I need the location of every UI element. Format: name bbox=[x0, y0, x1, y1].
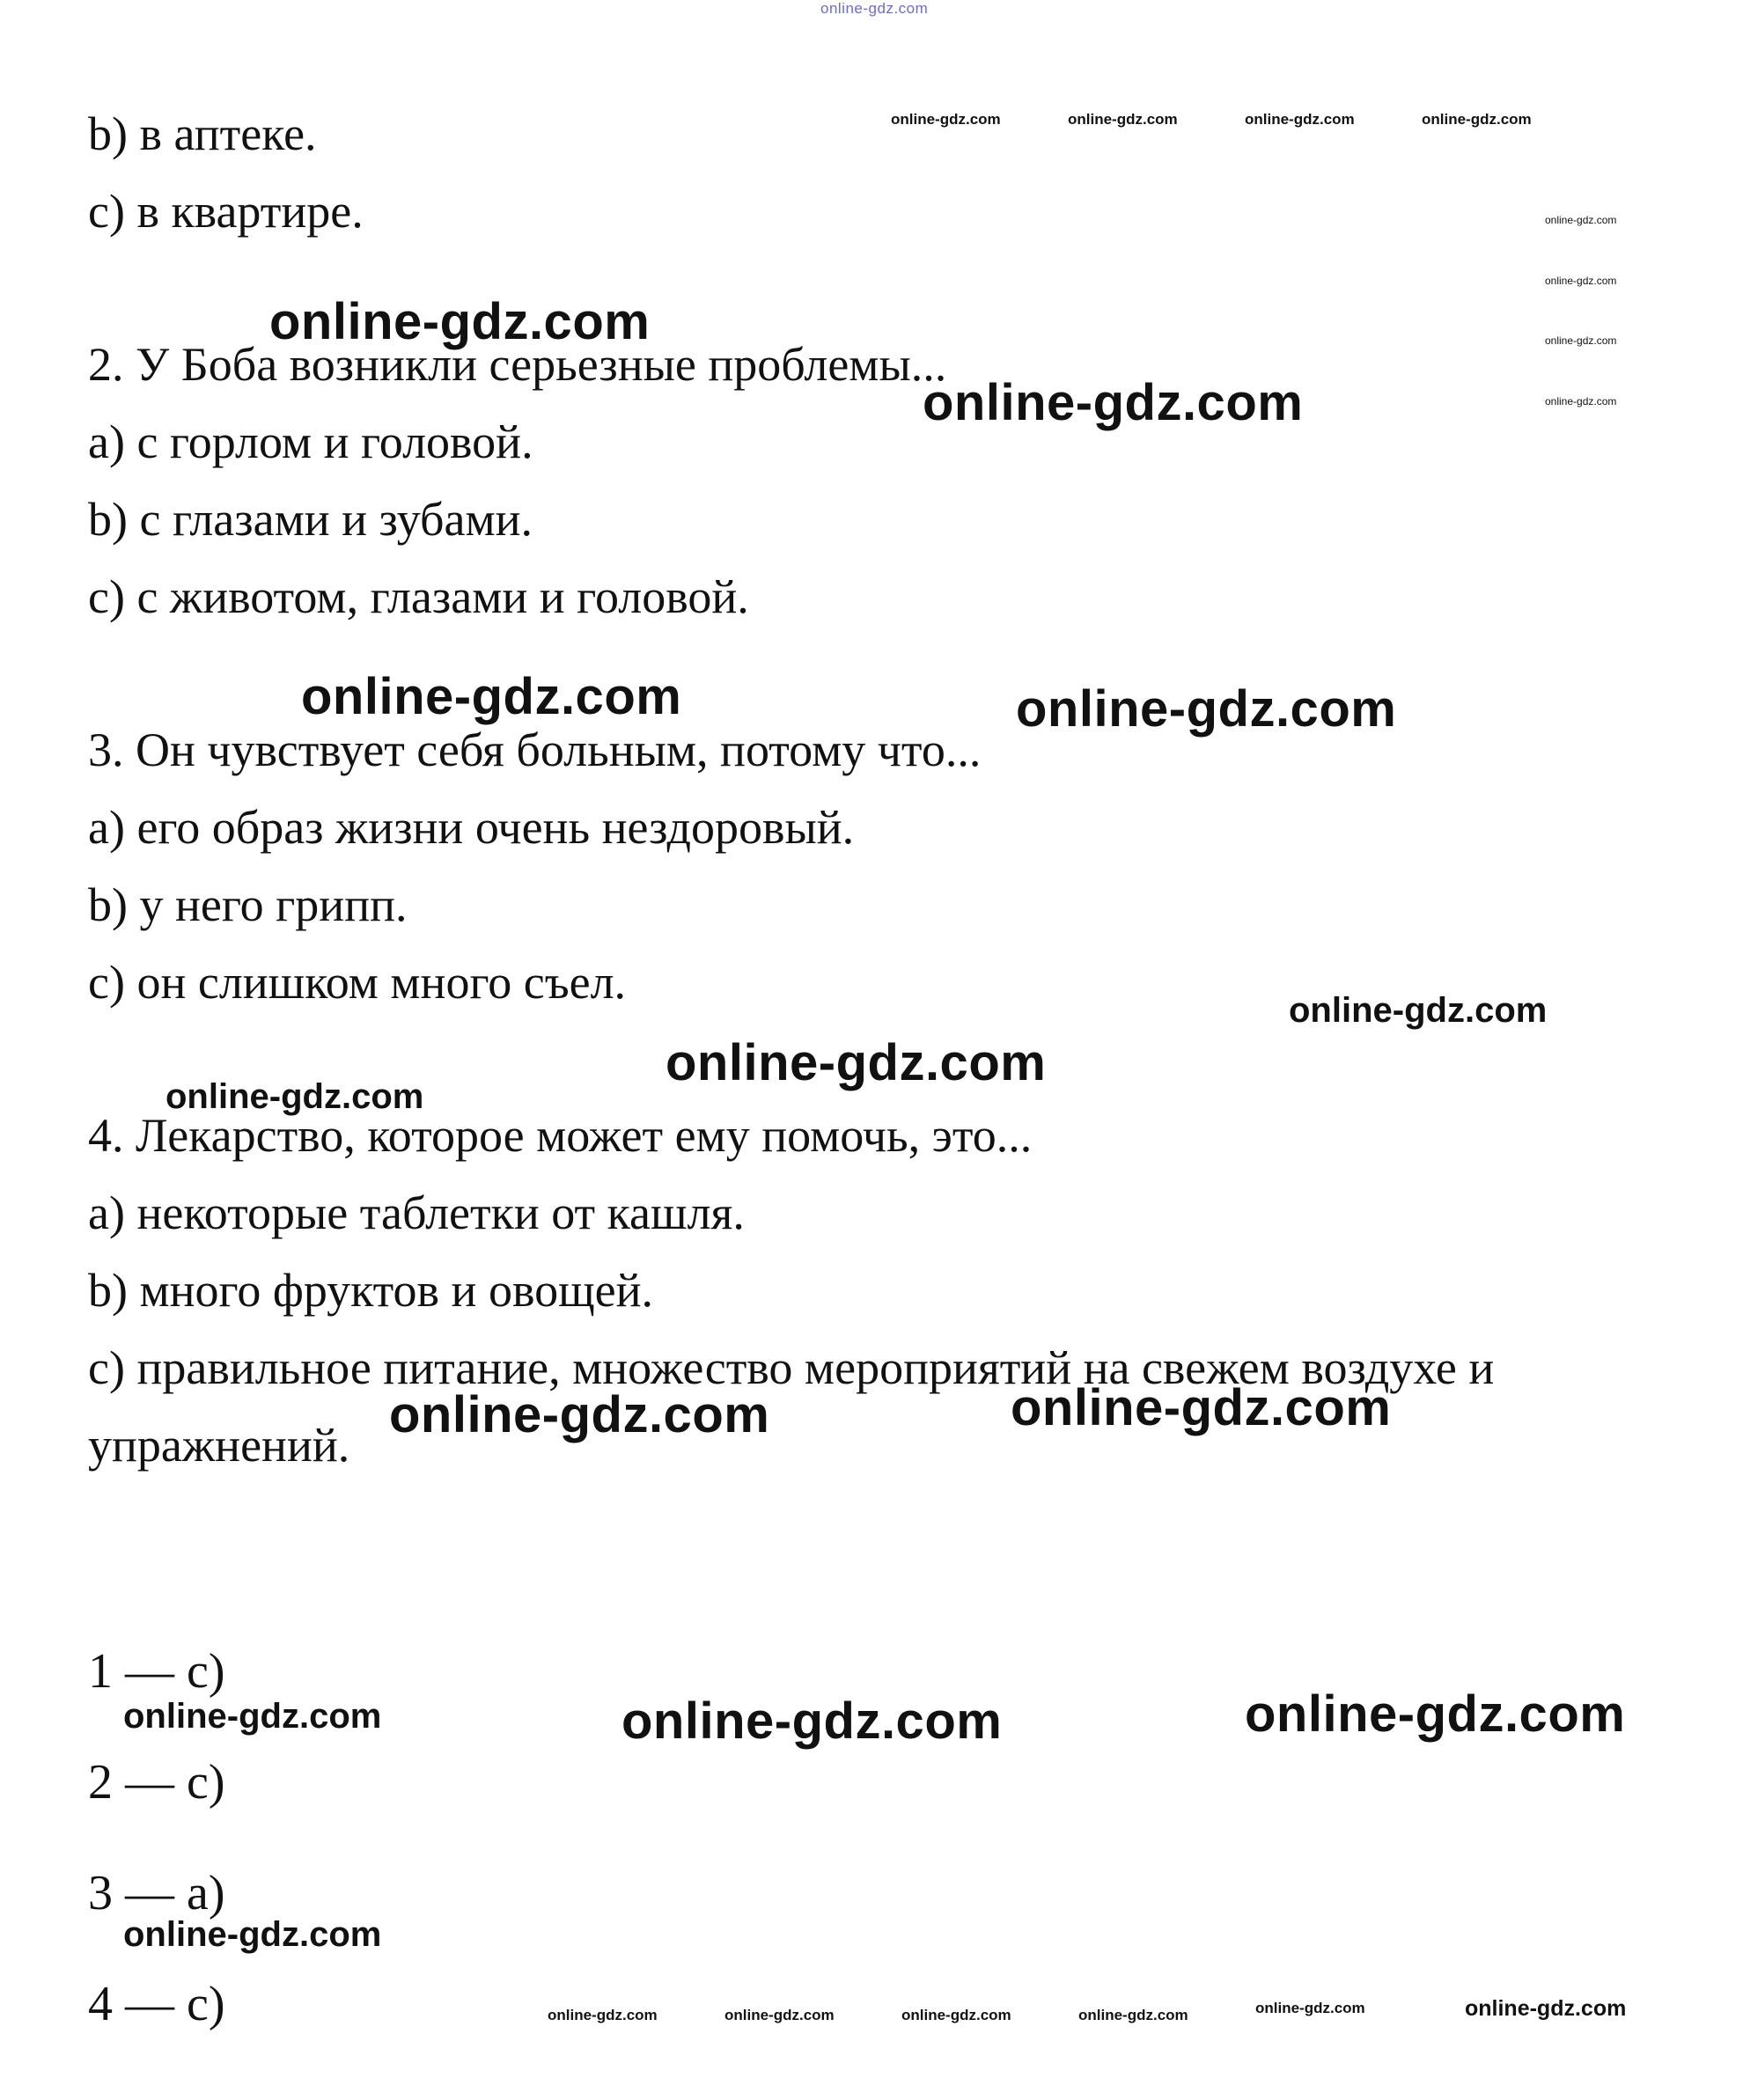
watermark: online-gdz.com bbox=[666, 1034, 1047, 1091]
question-4-option-b: b) много фруктов и овощей. bbox=[88, 1264, 654, 1317]
watermark: online-gdz.com bbox=[901, 2007, 1011, 2023]
watermark-top: online-gdz.com bbox=[820, 0, 929, 17]
watermark: online-gdz.com bbox=[1068, 111, 1178, 128]
question-4-option-c-continued: упражнений. bbox=[88, 1419, 350, 1472]
question-2-option-c: c) с животом, глазами и головой. bbox=[88, 570, 749, 623]
watermark: online-gdz.com bbox=[923, 374, 1304, 431]
watermark: online-gdz.com bbox=[1545, 334, 1617, 347]
question-2-title: 2. У Боба возникли серьезные проблемы... bbox=[88, 338, 947, 391]
answer-2: 2 — c) bbox=[88, 1755, 225, 1810]
question-3-title: 3. Он чувствует себя больным, потому что... bbox=[88, 723, 982, 776]
watermark: online-gdz.com bbox=[165, 1077, 424, 1116]
watermark: online-gdz.com bbox=[1016, 680, 1397, 738]
watermark: online-gdz.com bbox=[1245, 1685, 1626, 1743]
question-4-title: 4. Лекарство, которое может ему помочь, это... bbox=[88, 1109, 1033, 1162]
watermark: online-gdz.com bbox=[1289, 991, 1548, 1030]
watermark: online-gdz.com bbox=[724, 2007, 835, 2023]
watermark: online-gdz.com bbox=[1465, 1996, 1627, 2021]
watermark: online-gdz.com bbox=[1545, 275, 1617, 287]
answer-4: 4 — c) bbox=[88, 1977, 225, 2031]
question-3-option-b: b) у него грипп. bbox=[88, 878, 408, 931]
answer-3: 3 — a) bbox=[88, 1866, 225, 1920]
question-1-option-b: b) в аптеке. bbox=[88, 107, 317, 160]
answer-1: 1 — c) bbox=[88, 1644, 225, 1699]
watermark: online-gdz.com bbox=[123, 1915, 382, 1954]
watermark: online-gdz.com bbox=[1545, 214, 1617, 226]
watermark: online-gdz.com bbox=[301, 668, 682, 725]
watermark: online-gdz.com bbox=[548, 2007, 658, 2023]
watermark: online-gdz.com bbox=[1255, 2000, 1365, 2016]
watermark: online-gdz.com bbox=[1078, 2007, 1188, 2023]
watermark: online-gdz.com bbox=[891, 111, 1001, 128]
question-2-option-b: b) с глазами и зубами. bbox=[88, 493, 533, 546]
question-3-option-a: a) его образ жизни очень нездоровый. bbox=[88, 801, 855, 854]
watermark: online-gdz.com bbox=[1245, 111, 1355, 128]
question-2-option-a: a) с горлом и головой. bbox=[88, 415, 533, 468]
question-4-option-a: a) некоторые таблетки от кашля. bbox=[88, 1186, 745, 1239]
question-3-option-c: c) он слишком много съел. bbox=[88, 956, 627, 1009]
watermark: online-gdz.com bbox=[1422, 111, 1532, 128]
watermark: online-gdz.com bbox=[123, 1697, 382, 1736]
watermark: online-gdz.com bbox=[389, 1386, 770, 1443]
watermark: online-gdz.com bbox=[1011, 1379, 1392, 1436]
question-1-option-c: c) в квартире. bbox=[88, 185, 364, 238]
watermark: online-gdz.com bbox=[1545, 395, 1617, 408]
watermark: online-gdz.com bbox=[621, 1692, 1003, 1750]
watermark: online-gdz.com bbox=[269, 293, 651, 350]
question-4-option-c: c) правильное питание, множество мероприятий на свежем воздухе и bbox=[88, 1341, 1495, 1394]
